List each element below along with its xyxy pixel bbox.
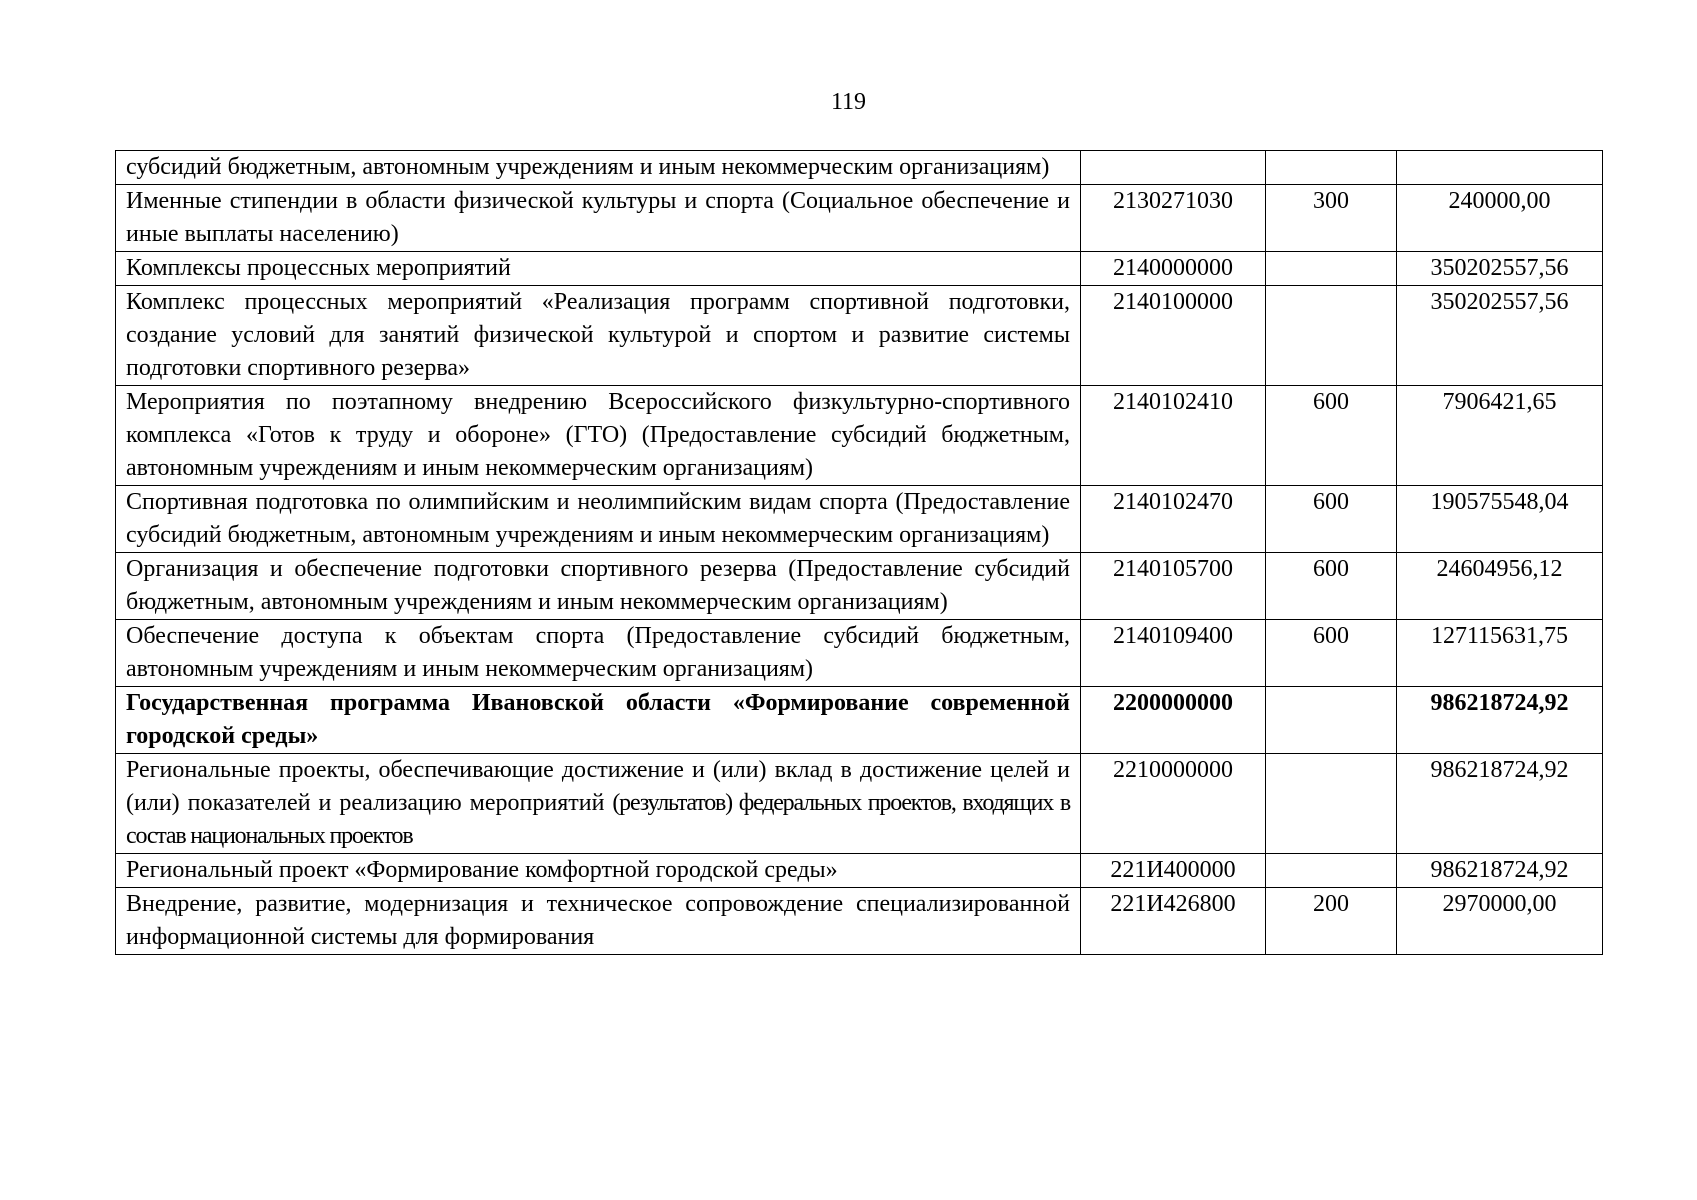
row-expense-type: 600	[1266, 620, 1397, 687]
table-row	[116, 553, 1603, 620]
row-expense-type	[1266, 854, 1397, 888]
row-expense-type	[1266, 687, 1397, 754]
row-code: 2140102470	[1081, 486, 1266, 553]
row-code: 221И426800	[1081, 888, 1266, 955]
row-expense-type: 600	[1266, 386, 1397, 486]
table-row	[116, 754, 1603, 854]
row-code: 2200000000	[1081, 687, 1266, 754]
table-row	[116, 620, 1603, 687]
row-amount: 350202557,56	[1397, 286, 1603, 386]
row-amount	[1397, 151, 1603, 185]
page-number: 119	[830, 89, 867, 115]
row-code: 2140109400	[1081, 620, 1266, 687]
row-amount: 24604956,12	[1397, 553, 1603, 620]
row-amount: 7906421,65	[1397, 386, 1603, 486]
row-amount: 986218724,92	[1397, 687, 1603, 754]
row-amount: 986218724,92	[1397, 754, 1603, 854]
table-row	[116, 888, 1603, 955]
table-row	[116, 486, 1603, 553]
row-name-main: Региональные проекты, обеспечивающие достижение и (или) вклад в достижение целей и (или) показателей и реализацию мероприятий	[126, 757, 1070, 816]
row-name: субсидий бюджетным, автономным учреждениям и иным некоммерческим организациям)	[116, 151, 1081, 185]
row-expense-type: 600	[1266, 553, 1397, 620]
budget-table	[115, 150, 1603, 955]
row-name: Внедрение, развитие, модернизация и техническое сопровождение специализированной информационной системы для формирования	[116, 888, 1081, 955]
row-code: 2140105700	[1081, 553, 1266, 620]
row-name: Комплекс процессных мероприятий «Реализация программ спортивной подготовки, создание условий для занятий физической культурой и спортом и развитие системы подготовки спортивного резерва»	[116, 286, 1081, 386]
row-expense-type: 300	[1266, 185, 1397, 252]
row-expense-type	[1266, 286, 1397, 386]
row-code: 2140100000	[1081, 286, 1266, 386]
row-name: Государственная программа Ивановской области «Формирование современной городской среды»	[116, 687, 1081, 754]
row-code: 2210000000	[1081, 754, 1266, 854]
row-expense-type: 200	[1266, 888, 1397, 955]
table-row	[116, 286, 1603, 386]
row-amount: 190575548,04	[1397, 486, 1603, 553]
row-amount: 986218724,92	[1397, 854, 1603, 888]
row-name: Региональный проект «Формирование комфортной городской среды»	[116, 854, 1081, 888]
row-amount: 240000,00	[1397, 185, 1603, 252]
row-amount: 127115631,75	[1397, 620, 1603, 687]
table-row	[116, 252, 1603, 286]
row-code	[1081, 151, 1266, 185]
row-name-tail: (результатов) федеральных проектов, входящих в состав национальных проектов	[126, 790, 1070, 849]
table-row	[116, 151, 1603, 185]
table-row	[116, 854, 1603, 888]
table-row	[116, 185, 1603, 252]
row-name: Именные стипендии в области физической культуры и спорта (Социальное обеспечение и иные выплаты населению)	[116, 185, 1081, 252]
row-amount: 2970000,00	[1397, 888, 1603, 955]
table-row-program	[116, 687, 1603, 754]
row-name: Мероприятия по поэтапному внедрению Всероссийского физкультурно-спортивного комплекса «Готов к труду и обороне» (ГТО) (Предоставление субсидий бюджетным, автономным учреждениям и иным некоммерческим организациям)	[116, 386, 1081, 486]
row-name: Спортивная подготовка по олимпийским и неолимпийским видам спорта (Предоставление субсидий бюджетным, автономным учреждениям и иным некоммерческим организациям)	[116, 486, 1081, 553]
row-expense-type: 600	[1266, 486, 1397, 553]
row-name: Комплексы процессных мероприятий	[116, 252, 1081, 286]
row-amount: 350202557,56	[1397, 252, 1603, 286]
row-expense-type	[1266, 754, 1397, 854]
row-name	[116, 754, 1081, 854]
row-code: 2140000000	[1081, 252, 1266, 286]
table-row	[116, 386, 1603, 486]
row-expense-type	[1266, 252, 1397, 286]
row-code: 221И400000	[1081, 854, 1266, 888]
row-expense-type	[1266, 151, 1397, 185]
row-name: Организация и обеспечение подготовки спортивного резерва (Предоставление субсидий бюджетным, автономным учреждениям и иным некоммерческим организациям)	[116, 553, 1081, 620]
row-name: Обеспечение доступа к объектам спорта (Предоставление субсидий бюджетным, автономным учреждениям и иным некоммерческим организациям)	[116, 620, 1081, 687]
row-code: 2140102410	[1081, 386, 1266, 486]
row-code: 2130271030	[1081, 185, 1266, 252]
